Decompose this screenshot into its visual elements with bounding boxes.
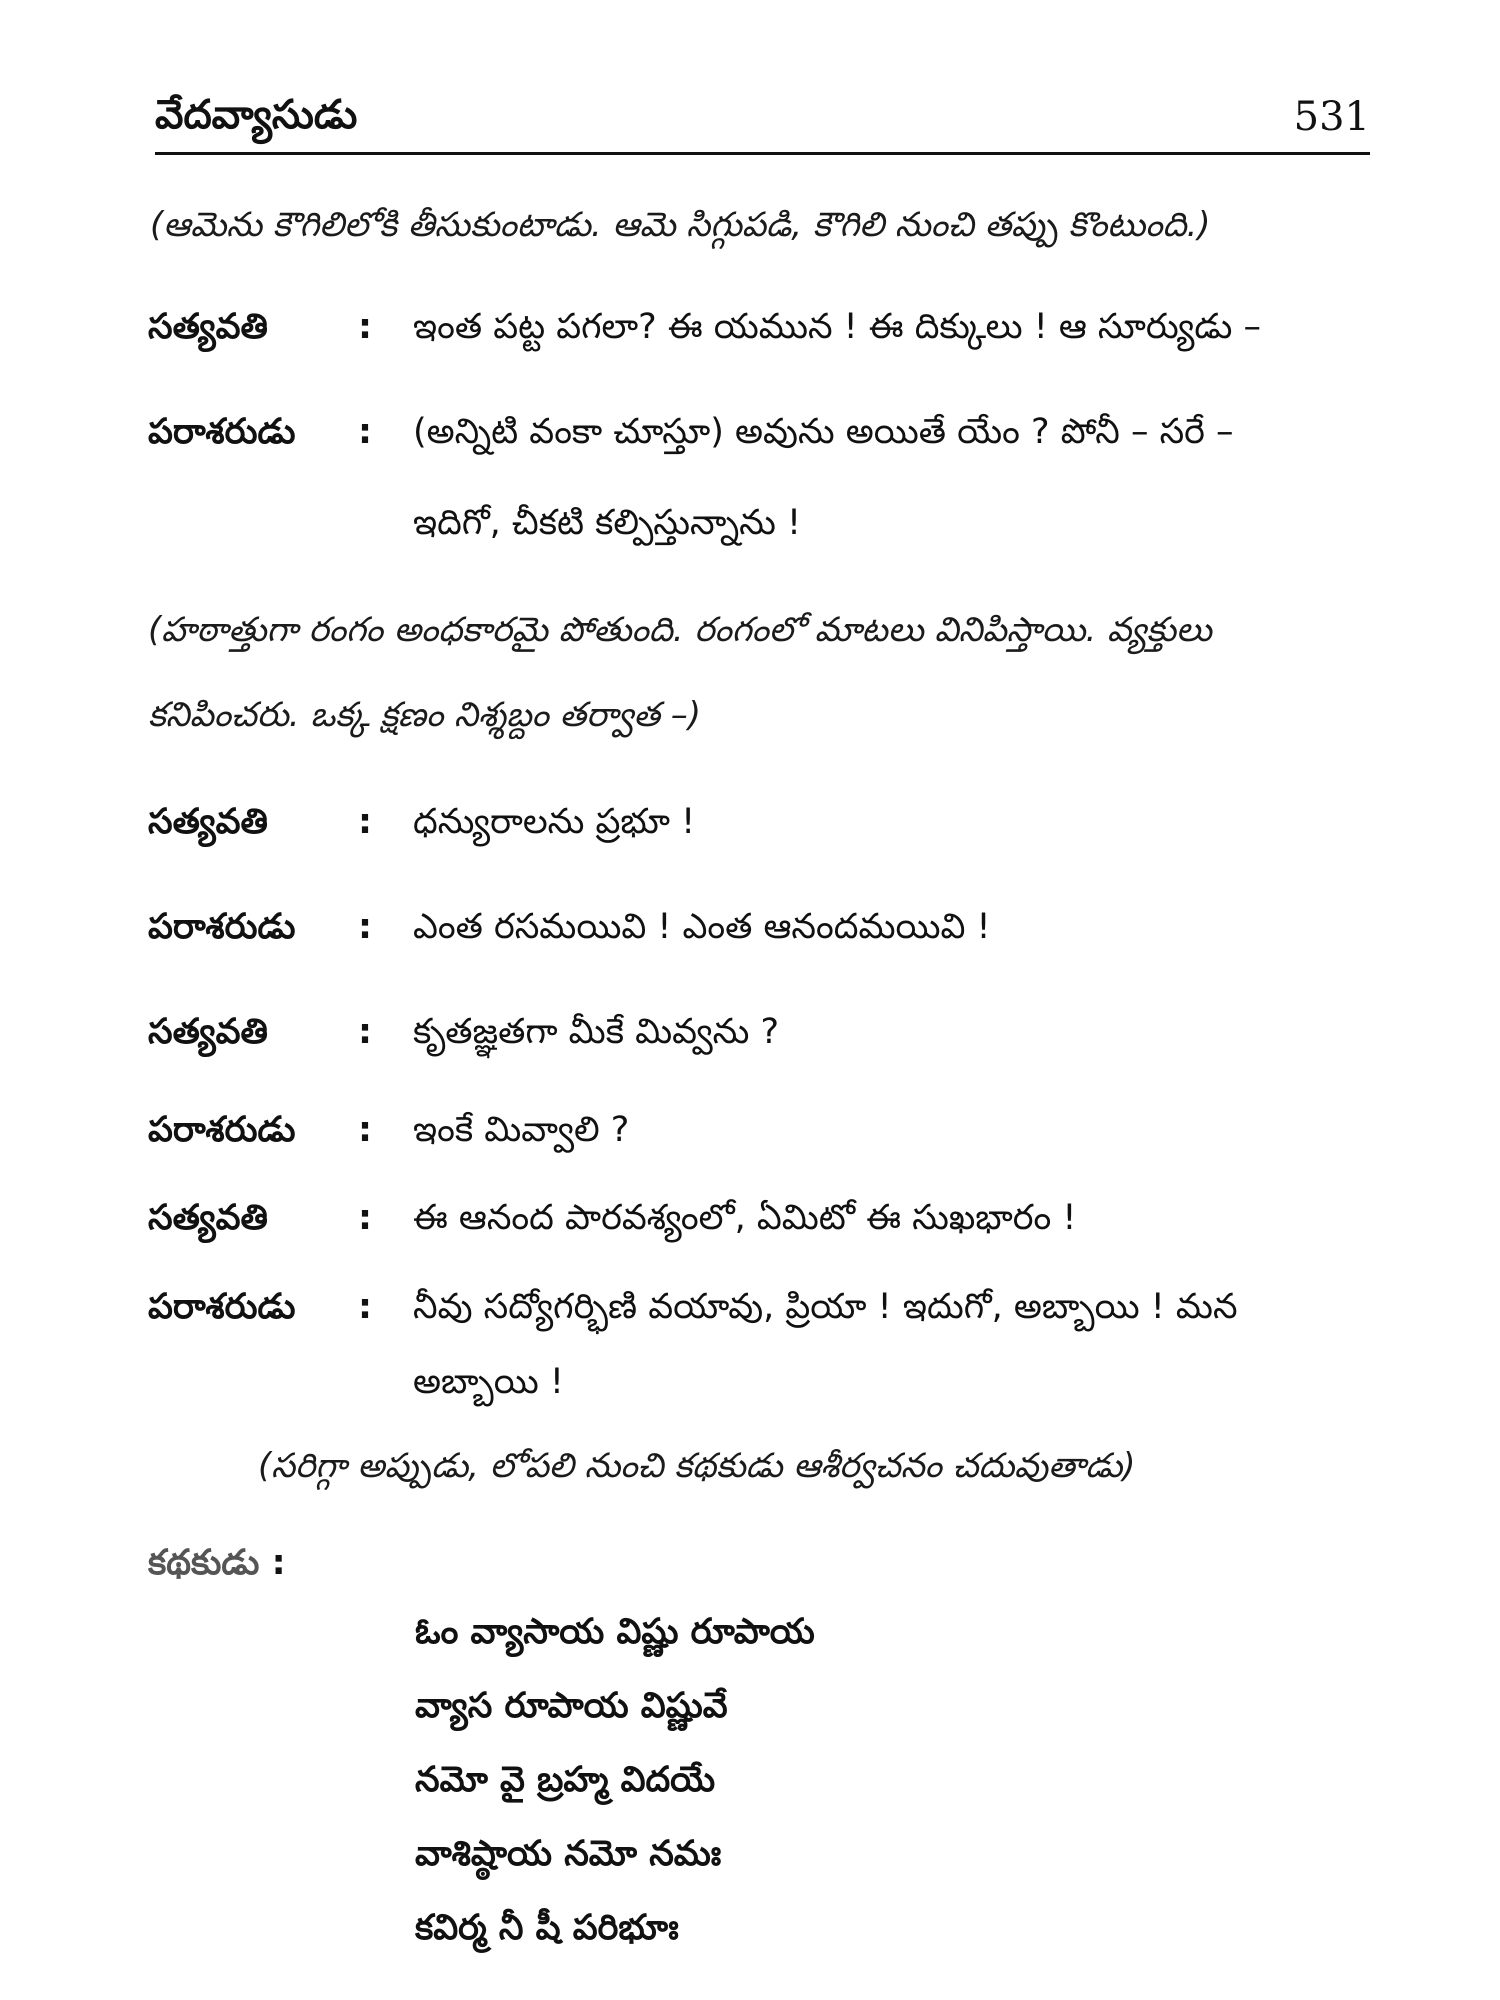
- speaker-name: సత్యవతి: [148, 1198, 268, 1238]
- verse-line-3: నమో వై బ్రహ్మ విదయే: [415, 1760, 716, 1800]
- speech-text: ఇంకే మివ్వాలి ?: [413, 1110, 630, 1150]
- speaker-name: పరాశరుడు: [148, 1110, 296, 1150]
- verse-line-2: వ్యాస రూపాయ విష్ణువే: [415, 1686, 728, 1726]
- speaker-colon: :: [358, 307, 372, 347]
- speech-text: ఎంత రసమయివి ! ఎంత ఆనందమయివి !: [413, 907, 991, 947]
- page-header: [155, 88, 1370, 152]
- narrator-colon: :: [271, 1543, 286, 1583]
- speaker-colon: :: [358, 1198, 372, 1238]
- speaker-colon: :: [358, 802, 372, 842]
- speaker-colon: :: [358, 907, 372, 947]
- speaker-name: పరాశరుడు: [148, 1287, 296, 1327]
- page-number: 531: [1293, 94, 1370, 140]
- stage-direction-2-line-1: (హఠాత్తుగా రంగం అంధకారమై పోతుంది. రంగంలో మాటలు వినిపిస్తాయి. వ్యక్తులు: [148, 610, 1212, 650]
- verse-line-5: కవిర్మ నీ షీ పరిభూః: [415, 1908, 679, 1948]
- speaker-name: సత్యవతి: [148, 1012, 268, 1052]
- speaker-name: పరాశరుడు: [148, 907, 296, 947]
- speaker-colon: :: [358, 1287, 372, 1327]
- speaker-colon: :: [358, 1110, 372, 1150]
- stage-direction-3: (సరిగ్గా అప్పుడు, లోపలి నుంచి కథకుడు ఆశీర్వచనం చదువుతాడు): [258, 1446, 1136, 1486]
- running-title: వేదవ్యాసుడు: [155, 92, 358, 138]
- speaker-colon: :: [358, 1012, 372, 1052]
- speaker-name: సత్యవతి: [148, 307, 268, 347]
- verse-line-1: ఓం వ్యాసాయ విష్ణు రూపాయ: [415, 1612, 815, 1652]
- verse-line-4: వాశిష్ఠాయ నమో నమః: [415, 1834, 722, 1874]
- speech-text: నీవు సద్యోగర్భిణి వయావు, ప్రియా ! ఇదుగో, అబ్బాయి ! మన: [413, 1287, 1238, 1327]
- speech-text: ఇంత పట్ట పగలా? ఈ యమున ! ఈ దిక్కులు ! ఆ సూర్యుడు –: [413, 307, 1262, 347]
- speaker-name: పరాశరుడు: [148, 412, 296, 452]
- speaker-name: సత్యవతి: [148, 802, 268, 842]
- speech-text: కృతజ్ఞతగా మీకే మివ్వను ?: [413, 1012, 780, 1052]
- header-rule: [155, 152, 1370, 155]
- stage-direction-2-line-2: కనిపించరు. ఒక్క క్షణం నిశ్శబ్దం తర్వాత –): [148, 695, 702, 735]
- speech-text: ఈ ఆనంద పారవశ్యంలో, ఏమిటో ఈ సుఖభారం !: [413, 1198, 1077, 1238]
- narrator-name: కథకుడు: [148, 1543, 260, 1583]
- speech-text: (అన్నిటి వంకా చూస్తూ) అవును అయితే యేం ? పోనీ – సరే –: [413, 412, 1234, 452]
- speech-text: ధన్యురాలను ప్రభూ !: [413, 802, 696, 842]
- stage-direction-1: (ఆమెను కౌగిలిలోకి తీసుకుంటాడు. ఆమె సిగ్గుపడి, కౌగిలి నుంచి తప్పు కొంటుంది.): [150, 205, 1211, 245]
- speech-continuation: ఇదిగో, చీకటి కల్పిస్తున్నాను !: [413, 503, 801, 543]
- speech-continuation: అబ్బాయి !: [413, 1362, 564, 1402]
- speaker-colon: :: [358, 412, 372, 452]
- narrator-label: [148, 1543, 286, 1591]
